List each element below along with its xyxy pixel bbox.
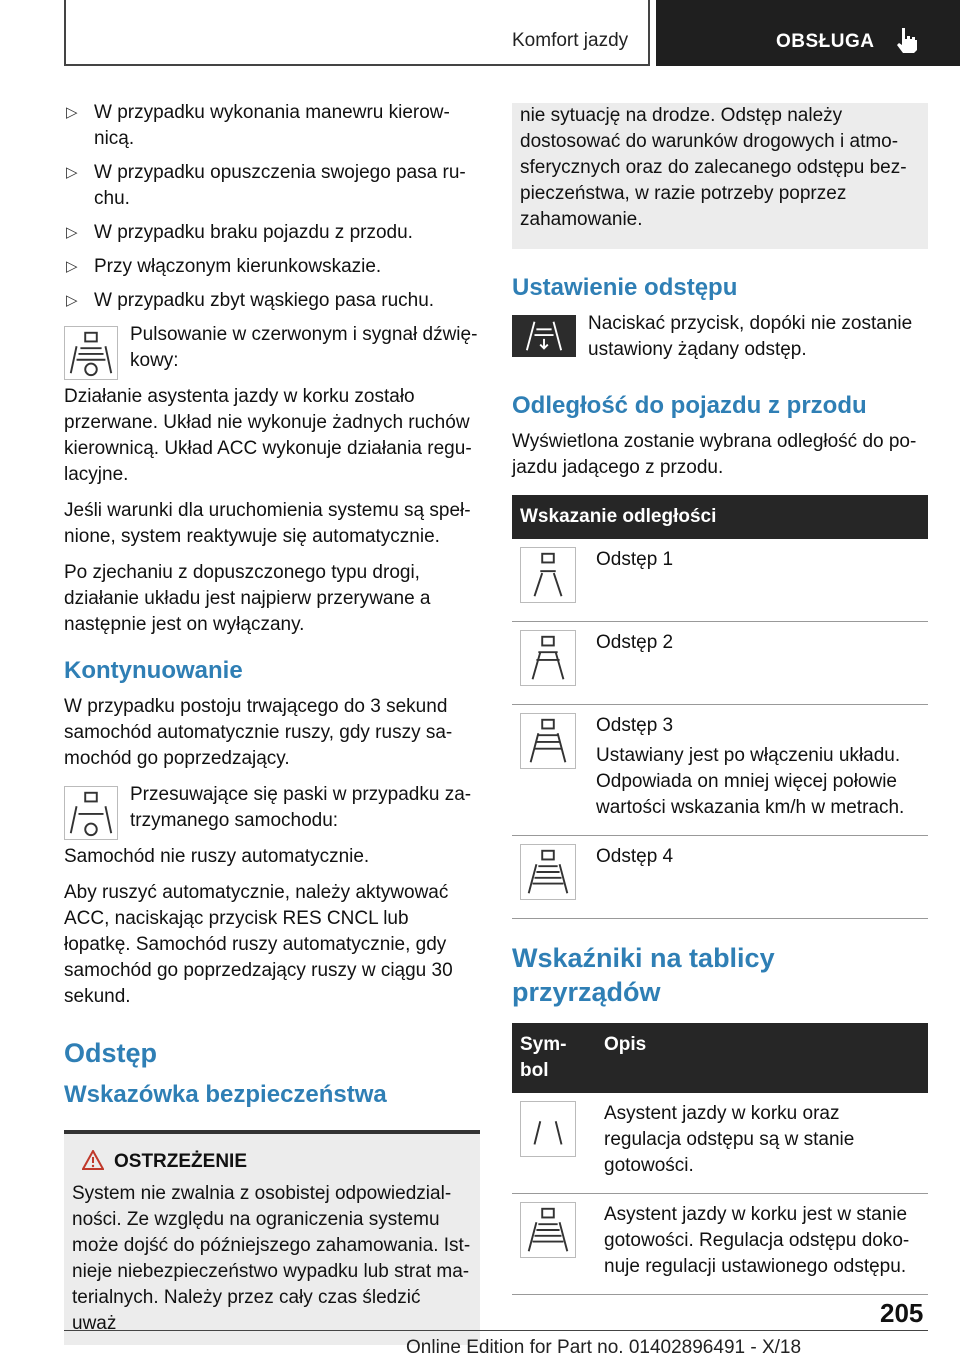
indicator-table [512,1023,928,1295]
page-number: 205 [880,1298,924,1328]
hand-pointer-icon [894,26,920,54]
paragraph: Aby ruszyć automatycznie, należy aktywować ACC, naciskając przycisk RES CNCL lub łopatkę. Samochód ruszy automatycznie, gdy samochód go poprzedzający ruszy w ciągu 30 sekund. [64,882,453,1007]
paragraph: Wyświetlona zostanie wybrana odległość do pojazdu jadącego z przodu. [512,431,917,478]
heading-odstep: Odstęp [64,1038,158,1068]
bullet-item: ▷ W przypadku opuszczenia swojego pasa ruchu. [66,162,466,209]
heading-safety-note: Wskazówka bezpieczeństwa [64,1081,387,1108]
paragraph: W przypadku postoju trwającego do 3 sekund samochód automatycznie ruszy, gdy ruszy samochód go poprzedzający. [64,696,453,769]
distance-table [512,495,928,919]
traffic-jam-assist-icon [64,326,118,380]
distance-button-icon [512,315,576,357]
warning-title: OSTRZEŻENIE [72,1150,472,1173]
triangle-bullet-icon: ▷ [66,258,78,275]
table-header-symbol: Symbol [512,1023,596,1093]
warning-box-continuation [512,103,928,249]
heading-wskazniki: Wskaźniki na tablicy przyrządów [512,943,775,1007]
distance-1-icon [520,547,576,603]
distance-2-icon [520,630,576,686]
icon-note-text: Przesuwające się paski w przypadku zatrzymanego samochodu: [130,784,472,831]
triangle-bullet-icon: ▷ [66,104,78,121]
table-row: Odstęp 2 [512,622,928,705]
bullet-item: ▷ Przy włączonym kierunkowskazie. [64,254,480,280]
bullet-item: ▷ W przypadku zbyt wąskiego pasa ruchu. [64,288,480,314]
left-column [64,100,480,1345]
icon-note-text: Pulsowanie w czerwonym i sygnał dźwiękowy: [130,324,478,371]
heading-ustawienie-odstepu: Ustawienie odstępu [512,274,738,301]
standby-lanes-icon [520,1101,576,1157]
bullet-item: ▷ W przypadku braku pojazdu z przodu. [64,220,480,246]
icon-note-text: Naciskać przycisk, dopóki nie zostanie ustawiony żądany odstęp. [588,313,913,360]
icon-note-distance-button [512,311,928,373]
warning-text: System nie zwalnia z osobistej odpowiedzialności. Ze względu na ograniczenia systemu może dojść do późniejszego zahamowania. Istnieje niebezpieczeństwo wypadku lub strat materialnych. Należy przez cały czas śledzić uważ [72,1183,471,1334]
paragraph: Po zjechaniu z dopuszczonego typu drogi, działanie układu jest najpierw przerywane a następnie jest on wyłączany. [64,562,431,635]
table-header: Wskazanie odległości [512,495,928,539]
table-row: Odstęp 4 [512,836,928,919]
heading-kontynuowanie: Kontynuowanie [64,657,243,684]
traffic-jam-moving-bars-icon [64,786,118,840]
bullet-item: ▷ W przypadku wykonania manewru kierownicą. [66,102,450,149]
paragraph: Jeśli warunki dla uruchomienia systemu są spełnione, system reaktywuje się automatycznie. [64,500,471,547]
heading-odleglosc: Odległość do pojazdu z przodu [512,392,867,419]
warning-text: nie sytuację na drodze. Odstęp należy dostosować do warunków drogowych i atmosferycznych oraz do zalecanego odstępu bezpieczeństwa, w razie potrzeby poprzez zahamowanie. [520,105,907,230]
triangle-bullet-icon: ▷ [66,164,78,181]
icon-note-red-pulse [64,322,480,488]
right-column [512,103,928,1295]
table-header-description: Opis [596,1023,928,1093]
icon-note-continuation: Samochód nie ruszy automatycznie. [64,846,370,867]
table-row: Odstęp 1 [512,539,928,622]
table-row: Odstęp 3 Ustawiany jest po włączeniu układu. Odpowiada on mniej więcej połowie wartości wskazania km/h w metrach. [512,705,928,836]
footer-edition-text: Online Edition for Part no. 01402896491 - X/18 [406,1337,802,1358]
footer-divider [64,1330,928,1331]
distance-4-icon [520,844,576,900]
icon-note-moving-bars [64,782,480,870]
icon-note-continuation: Działanie asystenta jazdy w korku zostało przerwane. Układ nie wykonuje żadnych ruchów kierownicą. Układ ACC wykonuje działania regulacyjne. [64,386,472,485]
table-row: Asystent jazdy w korku jest w stanie gotowości. Regulacja odstępu dokonuje regulacji ustawionego odstępu. [512,1194,928,1295]
section-title: Komfort jazdy [512,30,629,51]
warning-triangle-icon [82,1150,104,1170]
triangle-bullet-icon: ▷ [66,224,78,241]
warning-box [64,1130,480,1345]
active-distance-icon [520,1202,576,1258]
triangle-bullet-icon: ▷ [66,292,78,309]
distance-3-icon [520,713,576,769]
chapter-title: OBSŁUGA [776,31,875,52]
table-row: Asystent jazdy w korku oraz regulacja odstępu są w stanie gotowości. [512,1093,928,1194]
